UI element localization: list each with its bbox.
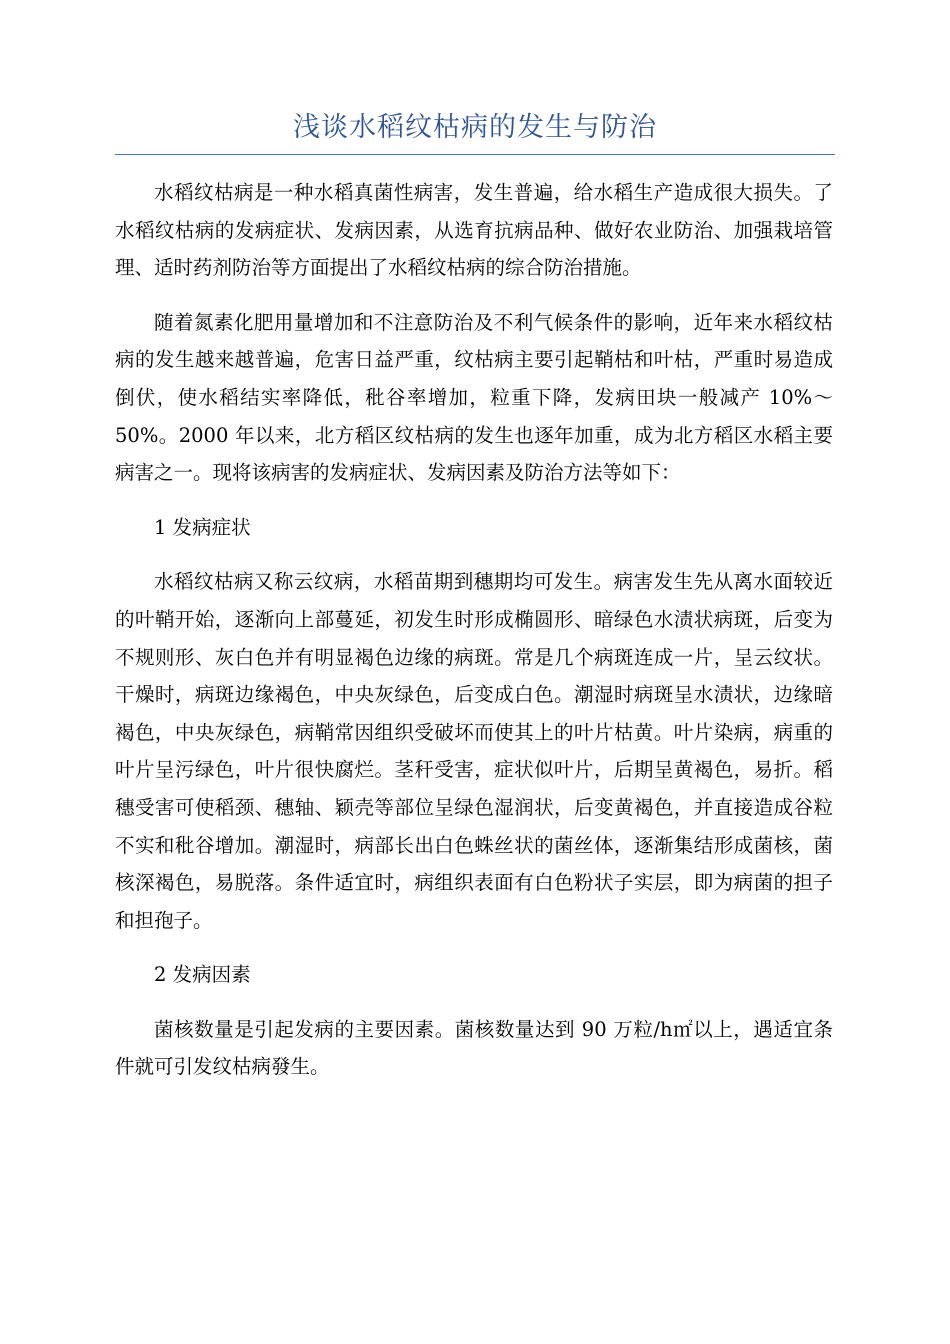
section-heading-symptoms: 1 发病症状 (154, 515, 251, 539)
section-heading-factors: 2 发病因素 (154, 963, 251, 987)
paragraph-abstract: 水稻纹枯病是一种水稻真菌性病害，发生普遍，给水稻生产造成很大损失。了水稻纹枯病的发病症状、发病因素，从选育抗病品种、做好农业防治、加强栽培管理、适时药剂防治等方面提出了水稻纹枯病的综合防治措施。 (115, 181, 833, 280)
paragraph-introduction: 随着氮素化肥用量增加和不注意防治及不利气候条件的影响，近年来水稻纹枯病的发生越来越普遍，危害日益严重，纹枯病主要引起鞘枯和叶枯，严重时易造成倒伏，使水稻结实率降低，秕谷率增加，粒重下降，发病田块一般减产 10%～50%。2000 年以来，北方稻区纹枯病的发生也逐年加重，成为北方稻区水稻主要病害之一。现将该病害的发病症状、发病因素及防治方法等如下： (115, 310, 833, 485)
document-title: 浅谈水稻纹枯病的发生与防治 (293, 112, 657, 143)
paragraph-factors: 菌核数量是引起发病的主要因素。菌核数量达到 90 万粒/h㎡以上，遇适宜条件就可引发纹枯病發生。 (115, 1017, 833, 1079)
paragraph-symptoms: 水稻纹枯病又称云纹病，水稻苗期到穗期均可发生。病害发生先从离水面较近的叶鞘开始，逐渐向上部蔓延，初发生时形成椭圆形、暗绿色水渍状病斑，后变为不规则形、灰白色并有明显褐色边缘的病斑。常是几个病斑连成一片，呈云纹状。干燥时，病斑边缘褐色，中央灰绿色，后变成白色。潮湿时病斑呈水渍状，边缘暗褐色，中央灰绿色，病鞘常因组织受破坏而使其上的叶片枯黄。叶片染病，病重的叶片呈污绿色，叶片很快腐烂。茎秆受害，症状似叶片，后期呈黄褐色，易折。稻穗受害可使稻颈、穗轴、颖壳等部位呈绿色湿润状，后变黄褐色，并直接造成谷粒不实和秕谷增加。潮湿时，病部长出白色蛛丝状的菌丝体，逐渐集结形成菌核，菌核深褐色，易脱落。条件适宜时，病组织表面有白色粉状子实层，即为病菌的担子和担孢子。 (115, 570, 833, 932)
document-body (115, 174, 833, 1103)
title-underline (115, 154, 835, 155)
